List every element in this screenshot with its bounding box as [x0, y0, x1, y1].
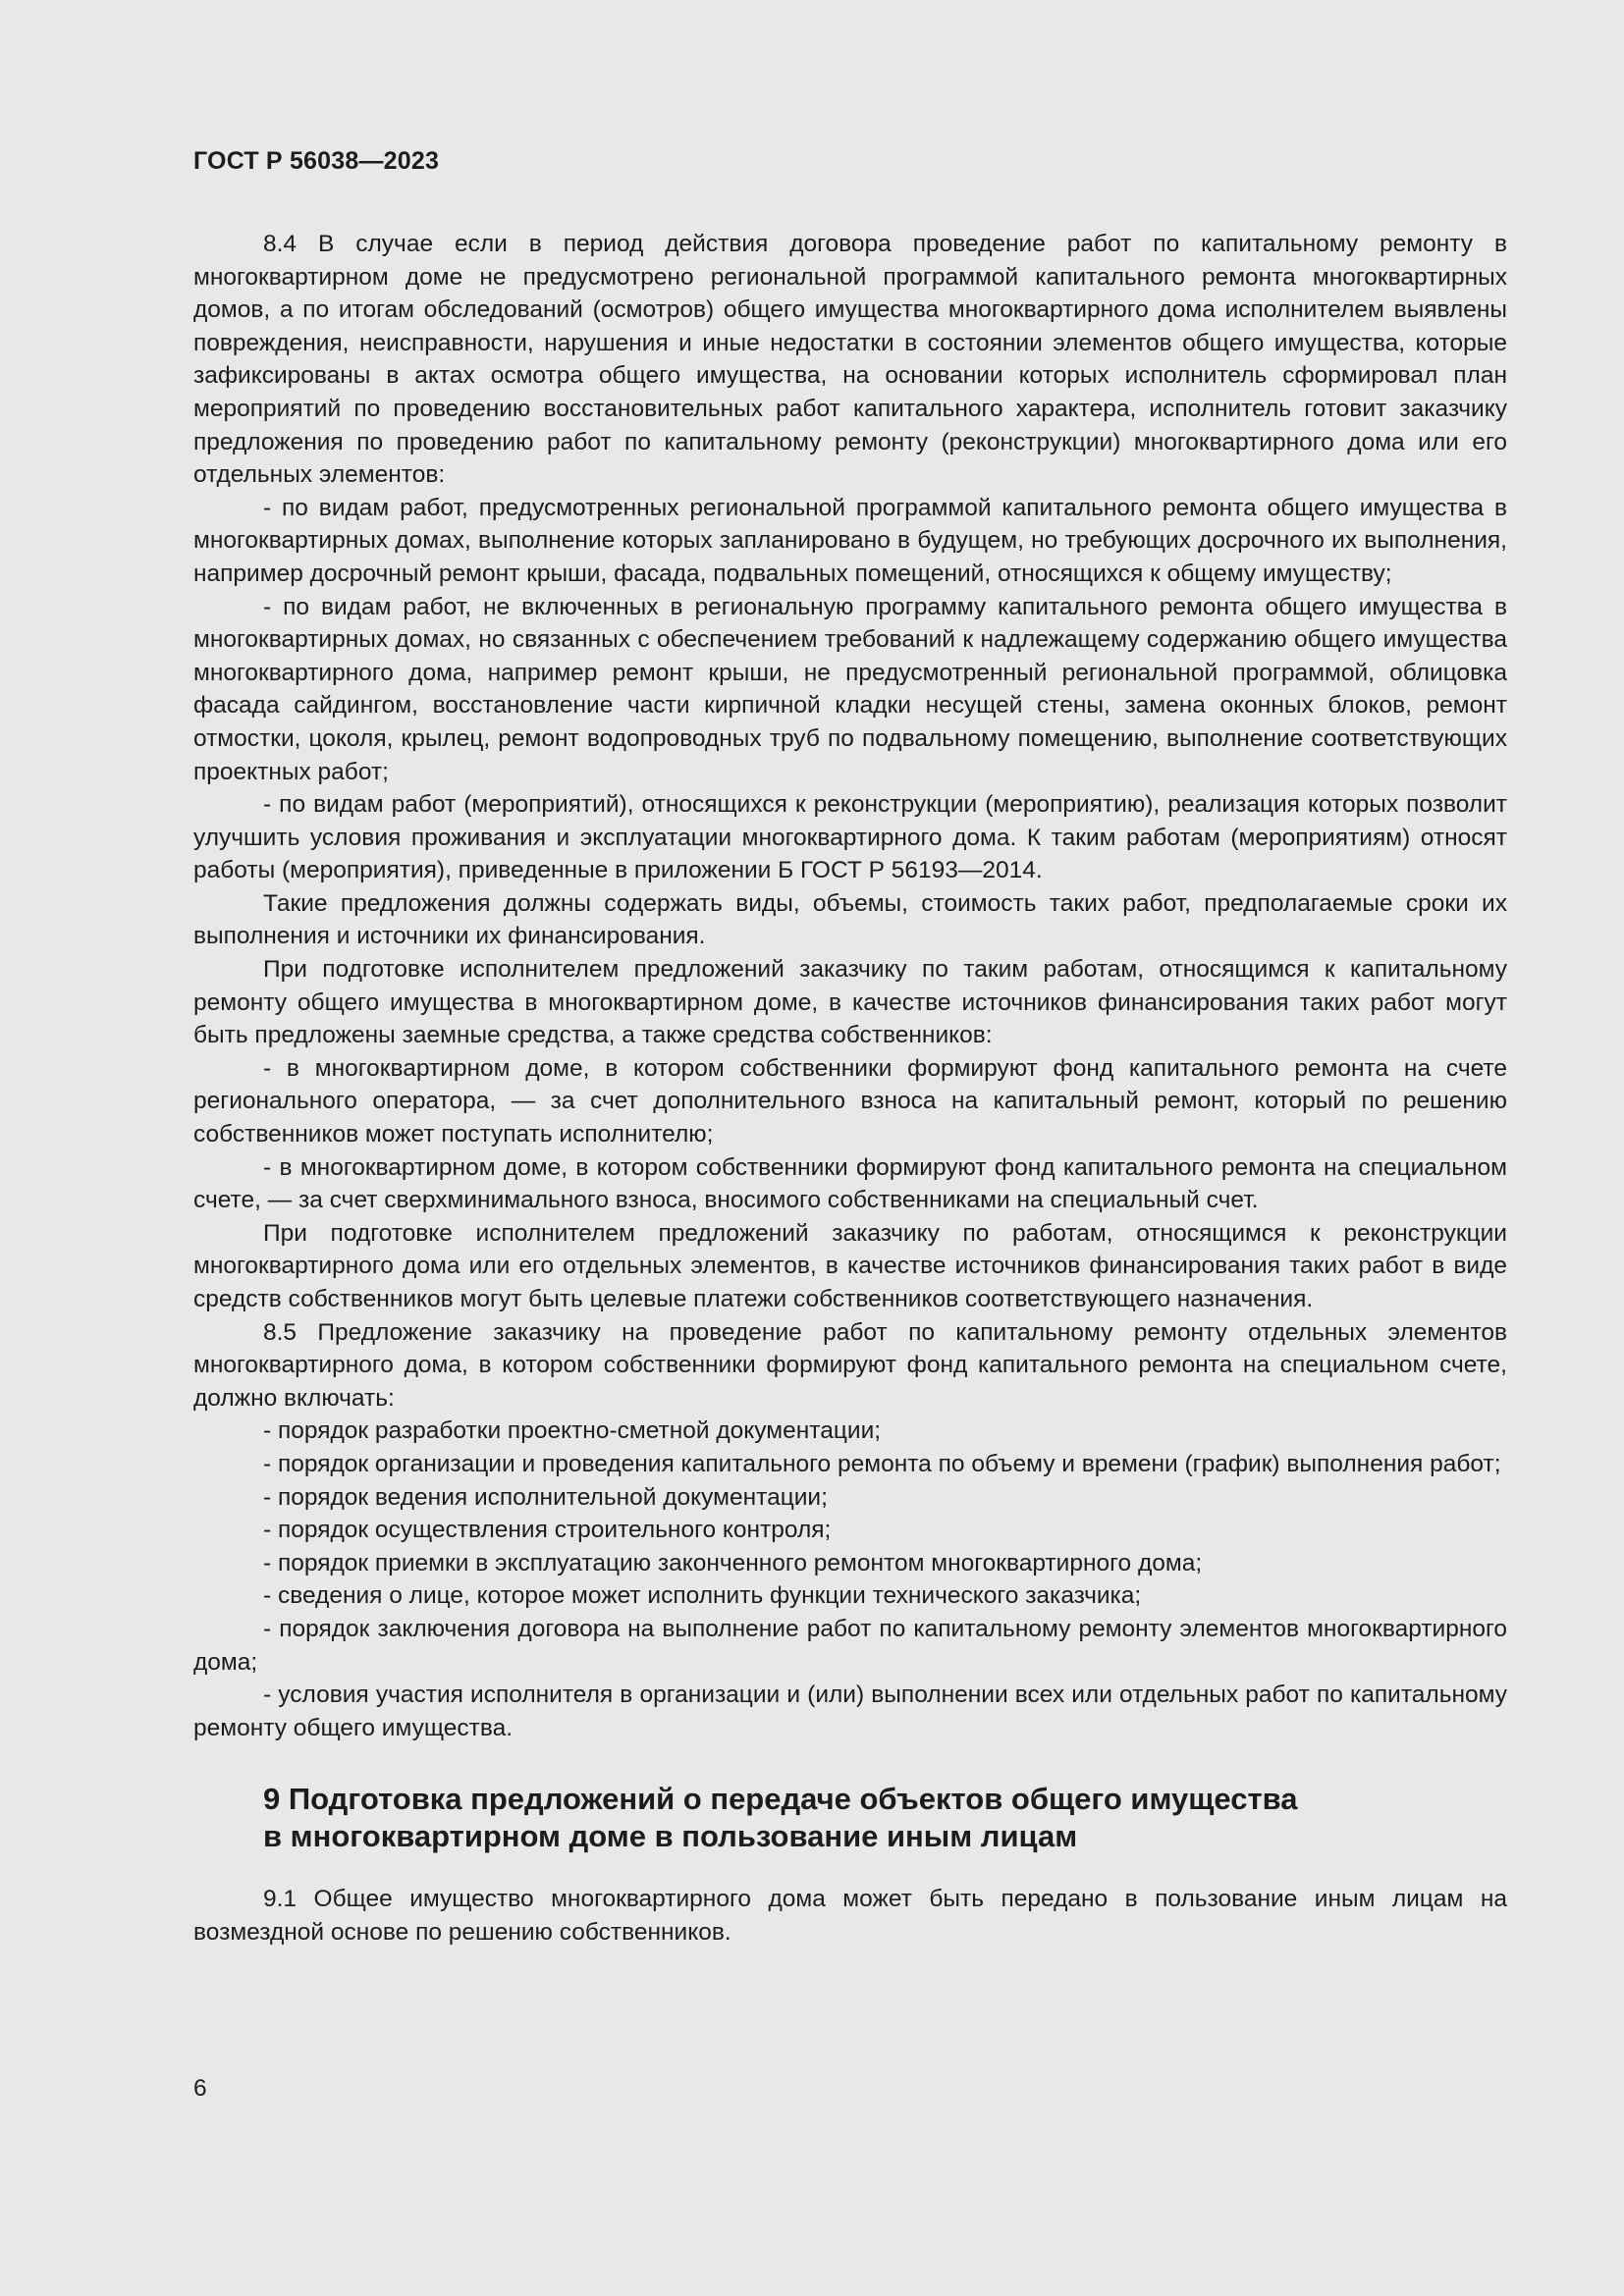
paragraph-8-5: 8.5 Предложение заказчику на проведение работ по капитальному ремонту отдельных элементов многоквартирного дома, в котором собственники формируют фонд капитального ремонта на специальном счете, должно включать:	[193, 1318, 1507, 1412]
section-heading-line: 9 Подготовка предложений о передаче объектов общего имущества	[263, 1782, 1298, 1817]
list-item: - порядок организации и проведения капитального ремонта по объему и времени (график) выполнения работ;	[263, 1450, 1501, 1477]
list-item: - по видам работ, не включенных в региональную программу капитального ремонта общего имущества в многоквартирных домах, но связанных с обеспечением требований к надлежащему содержанию общего имущества многоквартирного дома, например ремонт крыши, не предусмотренный региональной программой, облицовка фасада сайдингом, восстановление части кирпичной кладки несущей стены, замена оконных блоков, ремонт отмостки, цоколя, крылец, ремонт водопроводных труб по подвальному помещению, выполнение соответствующих проектных работ;	[193, 593, 1507, 785]
document-header: ГОСТ Р 56038—2023	[193, 147, 440, 175]
paragraph: При подготовке исполнителем предложений заказчику по таким работам, относящимся к капитальному ремонту общего имущества в многоквартирном доме, в качестве источников финансирования таких работ могут быть предложены заемные средства, а также средства собственников:	[193, 956, 1507, 1049]
list-item: - в многоквартирном доме, в котором собственники формируют фонд капитального ремонта на счете регионального оператора, — за счет дополнительного взноса на капитальный ремонт, который по решению собственников может поступать исполнителю;	[193, 1054, 1507, 1148]
list-item: - сведения о лице, которое может исполнить функции технического заказчика;	[263, 1582, 1142, 1610]
list-item: - порядок разработки проектно-сметной документации;	[263, 1417, 882, 1445]
list-item: - порядок заключения договора на выполнение работ по капитальному ремонту элементов многоквартирного дома;	[193, 1615, 1507, 1676]
list-item: - условия участия исполнителя в организации и (или) выполнении всех или отдельных работ по капитальному ремонту общего имущества.	[193, 1682, 1507, 1741]
list-item: - порядок приемки в эксплуатацию законченного ремонтом многоквартирного дома;	[263, 1549, 1203, 1576]
list-item: - по видам работ (мероприятий), относящихся к реконструкции (мероприятию), реализация которых позволит улучшить условия проживания и эксплуатации многоквартирного дома. К таким работам (мероприятиям) относят работы (мероприятия), приведенные в приложении Б ГОСТ Р 56193—2014.	[193, 791, 1507, 884]
paragraph: При подготовке исполнителем предложений заказчику по работам, относящимся к реконструкции многоквартирного дома или его отдельных элементов, в качестве источников финансирования таких работ в виде средств собственников могут быть целевые платежи собственников соответствующего назначения.	[193, 1219, 1507, 1312]
document-body	[193, 228, 1507, 1949]
list-item: - по видам работ, предусмотренных региональной программой капитального ремонта общего имущества в многоквартирных домах, выполнение которых запланировано в будущем, но требующих досрочного их выполнения, например досрочный ремонт крыши, фасада, подвальных помещений, относящихся к общему имуществу;	[193, 494, 1507, 587]
section-heading-line: в многоквартирном доме в пользование иным лицам	[263, 1819, 1078, 1854]
list-item: - порядок ведения исполнительной документации;	[263, 1483, 828, 1511]
section-9-heading	[193, 1781, 1507, 1855]
page-number: 6	[193, 2075, 207, 2102]
list-item: - в многоквартирном доме, в котором собственники формируют фонд капитального ремонта на специальном счете, — за счет сверхминимального взноса, вносимого собственниками на специальный счет.	[193, 1153, 1507, 1214]
list-item: - порядок осуществления строительного контроля;	[263, 1517, 832, 1544]
paragraph-9-1: 9.1 Общее имущество многоквартирного дома может быть передано в пользование иным лицам на возмездной основе по решению собственников.	[193, 1886, 1507, 1946]
paragraph: Такие предложения должны содержать виды, объемы, стоимость таких работ, предполагаемые сроки их выполнения и источники их финансирования.	[193, 889, 1507, 950]
paragraph-8-4: 8.4 В случае если в период действия договора проведение работ по капитальному ремонту в многоквартирном доме не предусмотрено региональной программой капитального ремонта многоквартирных домов, а по итогам обследований (осмотров) общего имущества многоквартирного дома исполнителем выявлены повреждения, неисправности, нарушения и иные недостатки в состоянии элементов общего имущества, которые зафиксированы в актах осмотра общего имущества, на основании которых исполнитель сформировал план мероприятий по проведению восстановительных работ капитального характера, исполнитель готовит заказчику предложения по проведению работ по капитальному ремонту (реконструкции) многоквартирного дома или его отдельных элементов:	[193, 231, 1507, 489]
